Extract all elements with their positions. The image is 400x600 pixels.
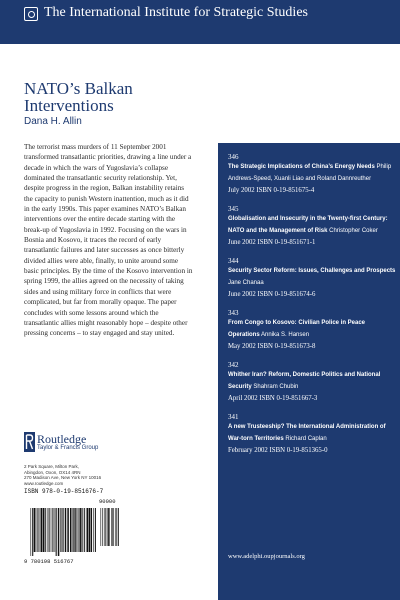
institute-name: The International Institute for Strategic Studies — [44, 5, 308, 20]
iiss-logo-icon — [24, 7, 38, 21]
series-pub: April 2002 ISBN 0-19-851667-3 — [228, 395, 318, 402]
barcode-bar — [80, 508, 82, 552]
series-title: A new Trusteeship? The International Administration of War-torn Territories — [228, 424, 386, 442]
series-number: 344 — [228, 257, 239, 265]
address-line: www.routledge.com — [24, 480, 64, 486]
barcode-bar — [34, 508, 36, 552]
barcode-addon-bars — [100, 508, 119, 550]
barcode-bar — [70, 508, 71, 552]
series-authors: Annika S. Hansen — [261, 331, 310, 338]
barcode-bar — [56, 508, 57, 556]
series-number: 345 — [228, 205, 239, 213]
barcode-bar — [36, 508, 37, 552]
barcode-bar — [113, 508, 114, 546]
barcode-bar — [102, 508, 103, 546]
barcode-bar — [112, 508, 113, 546]
series-panel — [218, 143, 400, 600]
barcode-bar — [49, 508, 50, 552]
series-item — [228, 153, 398, 197]
series-title: Globalisation and Insecurity in the Twenty-first Century: NATO and the Management of Risk — [228, 216, 388, 234]
barcode-bar — [74, 508, 75, 552]
barcode-bar — [37, 508, 38, 552]
barcode-bar — [60, 508, 61, 552]
series-item — [228, 257, 398, 301]
barcode-bar — [87, 508, 89, 552]
series-number: 346 — [228, 153, 239, 161]
barcode-bar — [116, 508, 117, 546]
series-title: Security Sector Reform: Issues, Challenges and Prospects — [228, 268, 396, 274]
barcode-bar — [73, 508, 74, 552]
barcode-bar — [45, 508, 46, 552]
isbn-label: ISBN 978-0-19-851676-7 — [24, 488, 104, 495]
series-item — [228, 413, 398, 457]
series-authors: Richard Caplan — [285, 435, 327, 442]
address-line: Abingdon, Oxon, OX14 4RN — [24, 469, 81, 475]
barcode-bar — [95, 508, 96, 552]
publisher-subtitle: Taylor & Francis Group — [37, 445, 99, 451]
series-pub: June 2002 ISBN 0-19-851671-1 — [228, 239, 316, 246]
barcode-bar — [101, 508, 102, 546]
series-item — [228, 309, 398, 353]
barcode-bar — [40, 508, 41, 552]
barcode-bar — [82, 508, 83, 552]
book-author: Dana H. Allin — [24, 116, 82, 127]
barcode-bar — [77, 508, 78, 552]
barcode-bar — [115, 508, 116, 546]
address-line: 2 Park Square, Milton Park, — [24, 464, 80, 469]
barcode-bar — [75, 508, 76, 552]
barcode — [24, 488, 119, 570]
address-line: 270 Madison Ave, New York NY 10016 — [24, 475, 102, 480]
book-abstract: The terrorist mass murders of 11 September 2001 transformed transatlantic priorities, drawing a line under a decade in which the wars of Yugoslavia’s collapse dominated the transatlantic security relationship. Yet, despite progress in the region, Balkan instability retains the capacity to punish Western inattention, much as it did in the early 1990s. This paper examines NATO’s Balkan interventions over the entire decade starting with the break-up of Yugoslavia in 1992. Focusing on the wars in Bosnia and Kosovo, it traces the record of early transatlantic failures and later successes as once bitterly divided allies were able, finally, to unite around some basic principles. By the time of the Kosovo intervention in spring 1999, the allies agreed on the necessity of taking sides and using military force in conflicts that were complicated, but far from morally opaque. The paper concludes with some lessons around which the transatlantic allies might reasonably hope – despite other pressing concerns – to stay engaged and stay united. — [24, 143, 193, 338]
barcode-bar — [109, 508, 110, 546]
series-authors: Jane Chanaa — [228, 279, 264, 286]
barcode-bar — [72, 508, 73, 552]
website-link[interactable]: www.adelphi.oupjournals.org — [228, 553, 305, 560]
barcode-bar — [63, 508, 64, 552]
barcode-addon-number: 90000 — [99, 498, 116, 505]
series-item — [228, 205, 398, 249]
barcode-bar — [79, 508, 80, 552]
series-item — [228, 361, 398, 405]
series-title: From Congo to Kosovo: Civilian Police in Peace Operations — [228, 320, 366, 338]
barcode-bar — [104, 508, 105, 546]
barcode-bar — [105, 508, 106, 546]
barcode-bar — [93, 508, 94, 552]
series-list — [228, 153, 398, 465]
barcode-bar — [31, 508, 32, 556]
barcode-bar — [58, 508, 60, 556]
barcode-bar — [65, 508, 67, 552]
barcode-bar — [111, 508, 112, 546]
routledge-mark-icon — [24, 432, 35, 452]
series-number: 343 — [228, 309, 239, 317]
header-bar — [0, 0, 400, 44]
barcode-bar — [107, 508, 108, 546]
barcode-bar — [84, 508, 85, 552]
series-title: The Strategic Implications of China’s Energy Needs — [228, 164, 375, 170]
barcode-bar — [89, 508, 91, 552]
barcode-bar — [43, 508, 45, 552]
publisher-address — [24, 464, 194, 486]
barcode-bar — [52, 508, 53, 552]
barcode-bar — [86, 508, 87, 552]
barcode-bar — [55, 508, 56, 552]
barcode-bar — [51, 508, 52, 552]
series-authors: Philip Andrews-Speed, Xuanli Liao and Roland Dannreuther — [228, 164, 392, 182]
barcode-bar — [62, 508, 63, 552]
barcode-main-bars — [30, 508, 98, 556]
barcode-bar — [91, 508, 92, 552]
series-title: Whither Iran? Reform, Domestic Politics and National Security — [228, 372, 381, 390]
series-pub: February 2002 ISBN 0-19-851365-0 — [228, 447, 328, 454]
barcode-bar — [32, 508, 33, 556]
series-pub: July 2002 ISBN 0-19-851675-4 — [228, 187, 315, 194]
series-pub: May 2002 ISBN 0-19-851673-8 — [228, 343, 316, 350]
book-title: NATO’s Balkan Interventions — [24, 79, 133, 115]
barcode-digits: 9 780198 516767 — [24, 558, 74, 565]
barcode-bar — [41, 508, 43, 552]
series-pub: June 2002 ISBN 0-19-851674-6 — [228, 291, 316, 298]
barcode-bar — [67, 508, 69, 552]
series-authors: Christopher Coker — [329, 227, 378, 234]
publisher-name: Routledge — [37, 432, 87, 446]
series-number: 341 — [228, 413, 239, 421]
barcode-bar — [108, 508, 109, 546]
barcode-bar — [118, 508, 119, 546]
series-authors: Shahram Chubin — [253, 383, 299, 390]
barcode-bar — [47, 508, 48, 552]
series-number: 342 — [228, 361, 239, 369]
